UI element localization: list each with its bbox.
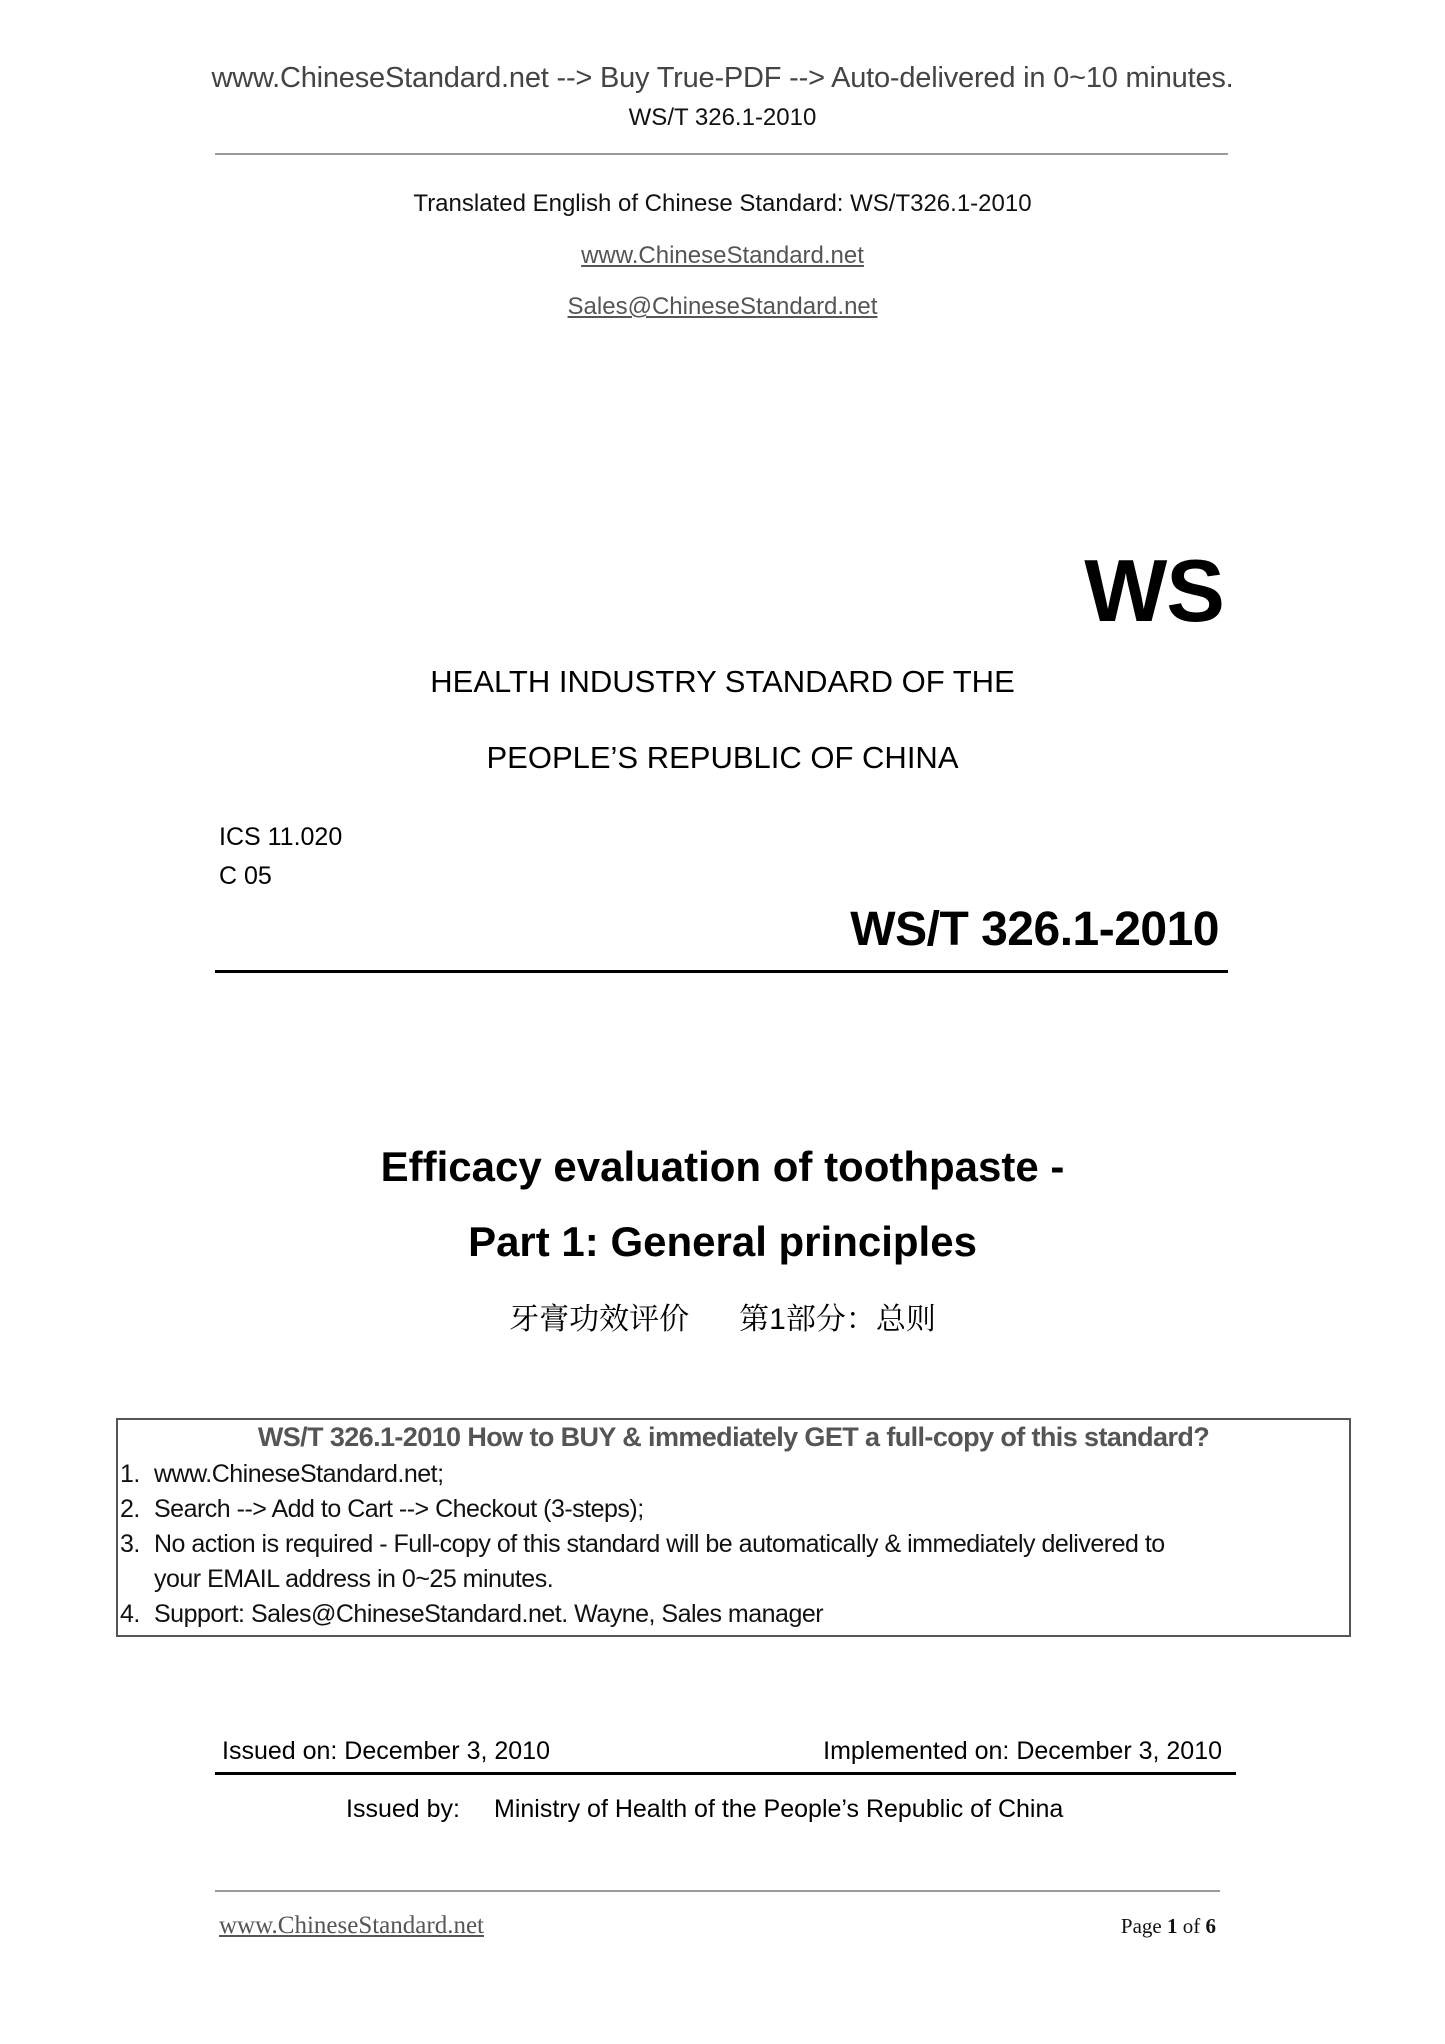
issued-by-value: Ministry of Health of the People’s Republic of China (494, 1795, 1064, 1823)
ics-code: ICS 11.020 (219, 823, 343, 851)
issued-by-label: Issued by: (346, 1795, 460, 1823)
page-current: 1 (1167, 1914, 1178, 1938)
page-total: 6 (1205, 1914, 1216, 1938)
header-doc-code: WS/T 326.1-2010 (628, 104, 817, 131)
footer-website-link[interactable]: www.ChineseStandard.net (219, 1912, 484, 1939)
title-en-line2: Part 1: General principles (468, 1218, 977, 1265)
step-number: 1. (120, 1460, 140, 1488)
category-mark: WS (1084, 541, 1224, 640)
footer-divider (215, 1890, 1220, 1892)
step-number: 4. (120, 1600, 140, 1628)
dates-divider (215, 1772, 1236, 1775)
step-text: www.ChineseStandard.net; (154, 1460, 444, 1488)
page-prefix: Page (1120, 1914, 1167, 1938)
title-cn (0, 1294, 1445, 1338)
translated-label: Translated English of Chinese Standard: WS/T326.1-2010 (413, 190, 1032, 217)
website-link[interactable]: www.ChineseStandard.net (581, 242, 864, 269)
buy-instructions-box (116, 1418, 1351, 1637)
step-text: Search --> Add to Cart --> Checkout (3-steps); (154, 1495, 644, 1523)
buy-step-3 (120, 1530, 1165, 1559)
implemented-on-date: Implemented on: December 3, 2010 (823, 1737, 1222, 1765)
buy-box-title: WS/T 326.1-2010 How to BUY & immediately GET a full-copy of this standard? (257, 1422, 1210, 1452)
buy-step-3-continued (154, 1565, 553, 1594)
buy-step-1 (120, 1460, 444, 1489)
step-number: 2. (120, 1495, 140, 1523)
buy-step-4 (120, 1600, 823, 1629)
website-link-wrap (0, 242, 1445, 270)
email-link[interactable]: Sales@ChineseStandard.net (567, 293, 878, 320)
step-text: your EMAIL address in 0~25 minutes. (154, 1565, 554, 1593)
page-number (1121, 1914, 1216, 1939)
standard-type-line1: HEALTH INDUSTRY STANDARD OF THE (430, 664, 1015, 699)
title-en-line1: Efficacy evaluation of toothpaste - (380, 1143, 1065, 1190)
standard-type-line2: PEOPLE’S REPUBLIC OF CHINA (486, 740, 959, 775)
header-divider (215, 153, 1228, 155)
cover-divider (215, 970, 1228, 973)
buy-step-2 (120, 1495, 644, 1524)
promo-banner: www.ChineseStandard.net --> Buy True-PDF --> Auto-delivered in 0~10 minutes. (211, 62, 1234, 94)
standard-code: WS/T 326.1-2010 (850, 903, 1219, 956)
title-cn-part2: 第1部分：总则 (739, 1303, 936, 1336)
step-number: 3. (120, 1530, 140, 1558)
page-of: of (1177, 1914, 1206, 1938)
title-cn-part1: 牙膏功效评价 (509, 1303, 690, 1336)
step-text: No action is required - Full-copy of this standard will be automatically & immediately delivered to (154, 1530, 1165, 1558)
issued-on-date: Issued on: December 3, 2010 (222, 1737, 550, 1765)
email-link-wrap (0, 293, 1445, 321)
ccs-code: C 05 (219, 862, 272, 890)
step-text: Support: Sales@ChineseStandard.net. Wayne, Sales manager (154, 1600, 824, 1628)
